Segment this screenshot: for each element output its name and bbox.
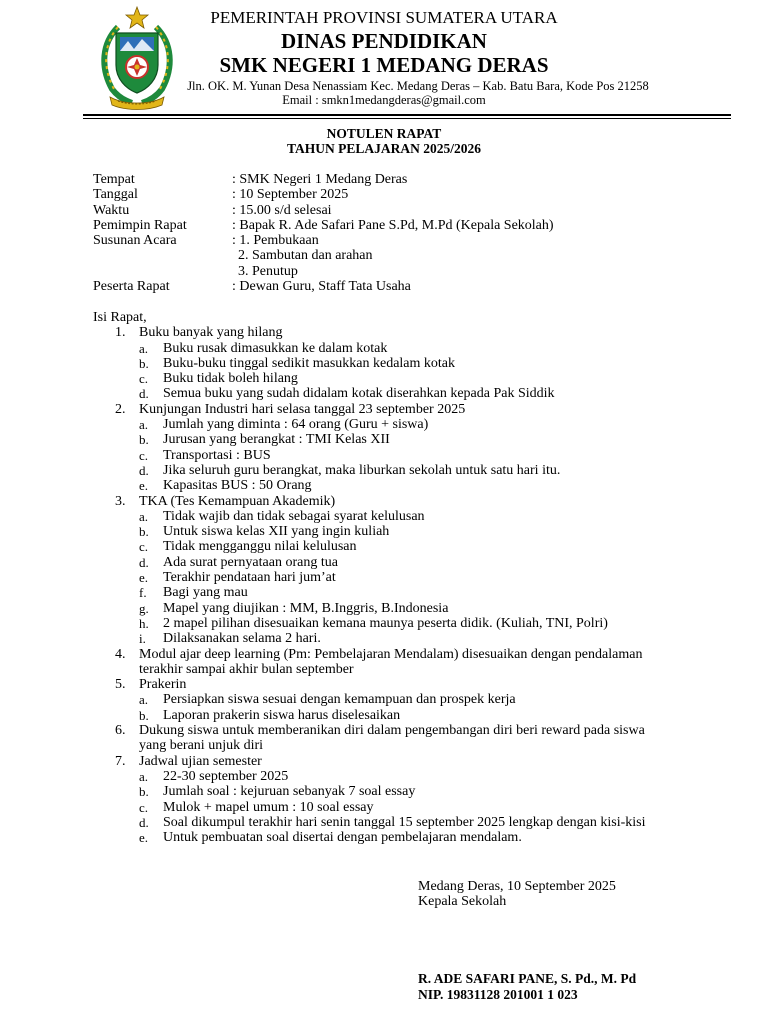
sub-point-text: Jumlah yang diminta : 64 orang (Guru + siswa): [163, 417, 429, 433]
sub-point-text: Untuk siswa kelas XII yang ingin kuliah: [163, 524, 390, 540]
sub-point-letter: a.: [139, 417, 149, 433]
sub-point-letter: b.: [139, 524, 149, 540]
point-text: Jadwal ujian semester: [139, 753, 262, 769]
sub-point-letter: a.: [139, 768, 149, 784]
point-text: Prakerin: [139, 677, 187, 693]
sub-point-text: Terakhir pendataan hari jum’at: [163, 570, 336, 586]
point-number: 6.: [115, 723, 126, 739]
sub-point: [93, 830, 663, 845]
sub-point: [93, 631, 663, 646]
sub-point: [93, 555, 663, 570]
meeting-point: [93, 402, 663, 417]
meta-value: 2. Sambutan dan arahan: [238, 248, 373, 264]
sub-point: [93, 570, 663, 585]
point-number: 5.: [115, 677, 126, 693]
meta-value: : SMK Negeri 1 Medang Deras: [232, 172, 408, 187]
sub-point: [93, 341, 663, 356]
sub-point-letter: e.: [139, 830, 149, 846]
sub-point: [93, 509, 663, 524]
sub-point-letter: c.: [139, 799, 149, 815]
meeting-point: [93, 647, 663, 678]
sub-point-text: Tidak wajib dan tidak sebagai syarat kelulusan: [163, 508, 425, 524]
point-number: 1.: [115, 325, 126, 341]
sub-point-letter: e.: [139, 478, 149, 494]
sub-point-letter: f.: [139, 585, 147, 601]
sub-point-letter: c.: [139, 539, 149, 555]
kop-email: Email : smkn1medangderas@gmail.com: [282, 93, 486, 107]
point-text: Modul ajar deep learning (Pm: Pembelajaran Mendalam) disesuaikan dengan pendalaman terakhir sampai akhir bulan september: [139, 646, 643, 677]
sub-point-letter: h.: [139, 615, 149, 631]
sumatera-utara-province-emblem-icon: [96, 5, 178, 111]
sub-point-text: Buku tidak boleh hilang: [163, 371, 298, 387]
meta-value: 3. Penutup: [238, 263, 298, 279]
meta-row-pemimpin: [93, 218, 554, 233]
document-title: NOTULEN RAPAT: [326, 126, 442, 141]
sub-point-letter: d.: [139, 814, 149, 830]
meta-row-susunan: [93, 233, 554, 248]
letterhead-divider-thick: [83, 114, 731, 116]
sub-point-text: Soal dikumpul terakhir hari senin tanggal 15 september 2025 lengkap dengan kisi-kisi: [163, 814, 646, 830]
meeting-point: [93, 723, 663, 754]
sub-point-letter: d.: [139, 462, 149, 478]
meta-row-waktu: [93, 203, 554, 218]
sub-point: [93, 478, 663, 493]
sub-point-text: Laporan prakerin siswa harus diselesaikan: [163, 707, 401, 723]
meeting-point: [93, 754, 663, 769]
meta-row-tanggal: [93, 187, 554, 202]
sub-point-letter: b.: [139, 432, 149, 448]
meta-row-susunan-2: [93, 248, 554, 263]
sub-point: [93, 708, 663, 723]
kop-address: Jln. OK. M. Yunan Desa Nenassiam Kec. Medang Deras – Kab. Batu Bara, Kode Pos 21258: [187, 79, 649, 93]
meta-value: : 1. Pembukaan: [232, 233, 319, 249]
sub-point-text: Bagi yang mau: [163, 585, 248, 601]
content-heading: Isi Rapat,: [93, 310, 147, 325]
sub-point-text: 22-30 september 2025: [163, 768, 289, 784]
sub-point-letter: d.: [139, 386, 149, 402]
meta-value: : 15.00 s/d selesai: [232, 202, 332, 218]
meeting-point: [93, 677, 663, 692]
sub-point-letter: a.: [139, 692, 149, 708]
sub-point-letter: i.: [139, 631, 146, 647]
meta-label: Susunan Acara: [93, 233, 177, 249]
sub-point-text: Transportasi : BUS: [163, 447, 271, 463]
document-subtitle: TAHUN PELAJARAN 2025/2026: [286, 141, 481, 156]
sub-point: [93, 692, 663, 707]
sub-point-text: Kapasitas BUS : 50 Orang: [163, 478, 312, 494]
meta-label: Tanggal: [93, 187, 138, 203]
sub-point-letter: b.: [139, 355, 149, 371]
meta-label: Peserta Rapat: [93, 279, 170, 295]
meeting-details: [93, 172, 554, 294]
sub-point: [93, 463, 663, 478]
meeting-point: [93, 325, 663, 340]
sub-point-text: Mulok + mapel umum : 10 soal essay: [163, 799, 374, 815]
meta-value: : 10 September 2025: [232, 187, 349, 203]
point-number: 2.: [115, 401, 126, 417]
sub-point: [93, 417, 663, 432]
sub-point-text: Buku rusak dimasukkan ke dalam kotak: [163, 340, 388, 356]
sub-point-letter: g.: [139, 600, 149, 616]
signature-place-date: Medang Deras, 10 September 2025: [418, 879, 616, 894]
sub-point-text: Jumlah soal : kejuruan sebanyak 7 soal essay: [163, 784, 416, 800]
point-text: Buku banyak yang hilang: [139, 325, 283, 341]
sub-point: [93, 524, 663, 539]
meta-label: Waktu: [93, 202, 130, 218]
signature-nip: NIP. 19831128 201001 1 023: [418, 987, 578, 1002]
sub-point-letter: b.: [139, 707, 149, 723]
sub-point: [93, 616, 663, 631]
sub-point-text: Buku-buku tinggal sedikit masukkan kedalam kotak: [163, 355, 456, 371]
point-number: 7.: [115, 753, 126, 769]
point-text: TKA (Tes Kemampuan Akademik): [139, 493, 336, 509]
sub-point: [93, 815, 663, 830]
sub-point: [93, 601, 663, 616]
letterhead-divider-thin: [83, 118, 731, 119]
sub-point-text: 2 mapel pilihan disesuaikan kemana maunya peserta didik. (Kuliah, TNI, Polri): [163, 615, 608, 631]
kop-agency-line: DINAS PENDIDIKAN: [281, 29, 487, 53]
kop-government-line: PEMERINTAH PROVINSI SUMATERA UTARA: [210, 8, 558, 27]
sub-point-letter: a.: [139, 340, 149, 356]
point-text: Dukung siswa untuk memberanikan diri dalam pengembangan diri beri reward pada siswa yang berani unjuk diri: [139, 723, 645, 754]
sub-point-letter: d.: [139, 554, 149, 570]
point-text: Kunjungan Industri hari selasa tanggal 23 september 2025: [139, 401, 466, 417]
meeting-point: [93, 494, 663, 509]
sub-point-letter: c.: [139, 371, 149, 387]
sub-point: [93, 784, 663, 799]
meeting-content: [93, 310, 663, 845]
meta-label: Pemimpin Rapat: [93, 217, 187, 233]
meta-value: : Dewan Guru, Staff Tata Usaha: [232, 279, 411, 295]
meta-label: Tempat: [93, 172, 135, 187]
meta-row-susunan-3: [93, 264, 554, 279]
sub-point: [93, 386, 663, 401]
point-number: 4.: [115, 646, 126, 662]
sub-point: [93, 800, 663, 815]
sub-point-letter: c.: [139, 447, 149, 463]
sub-point-text: Semua buku yang sudah didalam kotak diserahkan kepada Pak Siddik: [163, 386, 555, 402]
sub-point: [93, 539, 663, 554]
meta-value: : Bapak R. Ade Safari Pane S.Pd, M.Pd (Kepala Sekolah): [232, 217, 554, 233]
sub-point: [93, 448, 663, 463]
sub-point-text: Jurusan yang berangkat : TMI Kelas XII: [163, 432, 390, 448]
sub-point: [93, 432, 663, 447]
sub-point-letter: b.: [139, 784, 149, 800]
sub-point: [93, 371, 663, 386]
sub-point-text: Mapel yang diujikan : MM, B.Inggris, B.Indonesia: [163, 600, 449, 616]
sub-point-letter: a.: [139, 508, 149, 524]
meta-row-tempat: [93, 172, 554, 187]
kop-school-name: SMK NEGERI 1 MEDANG DERAS: [219, 53, 549, 77]
sub-point-text: Persiapkan siswa sesuai dengan kemampuan dan prospek kerja: [163, 692, 516, 708]
signature-name: R. ADE SAFARI PANE, S. Pd., M. Pd: [418, 971, 637, 986]
sub-point-text: Ada surat pernyataan orang tua: [163, 554, 338, 570]
sub-point: [93, 585, 663, 600]
sub-point-text: Untuk pembuatan soal disertai dengan pembelajaran mendalam.: [163, 830, 522, 846]
point-number: 3.: [115, 493, 126, 509]
meta-row-peserta: [93, 279, 554, 294]
meeting-points-list: [93, 325, 663, 845]
sub-point-text: Jika seluruh guru berangkat, maka liburkan sekolah untuk satu hari itu.: [163, 462, 561, 478]
sub-point-text: Dilaksanakan selama 2 hari.: [163, 631, 321, 647]
sub-point-letter: e.: [139, 570, 149, 586]
signature-position: Kepala Sekolah: [418, 894, 507, 909]
sub-point: [93, 769, 663, 784]
sub-point: [93, 356, 663, 371]
sub-point-text: Tidak mengganggu nilai kelulusan: [163, 539, 357, 555]
